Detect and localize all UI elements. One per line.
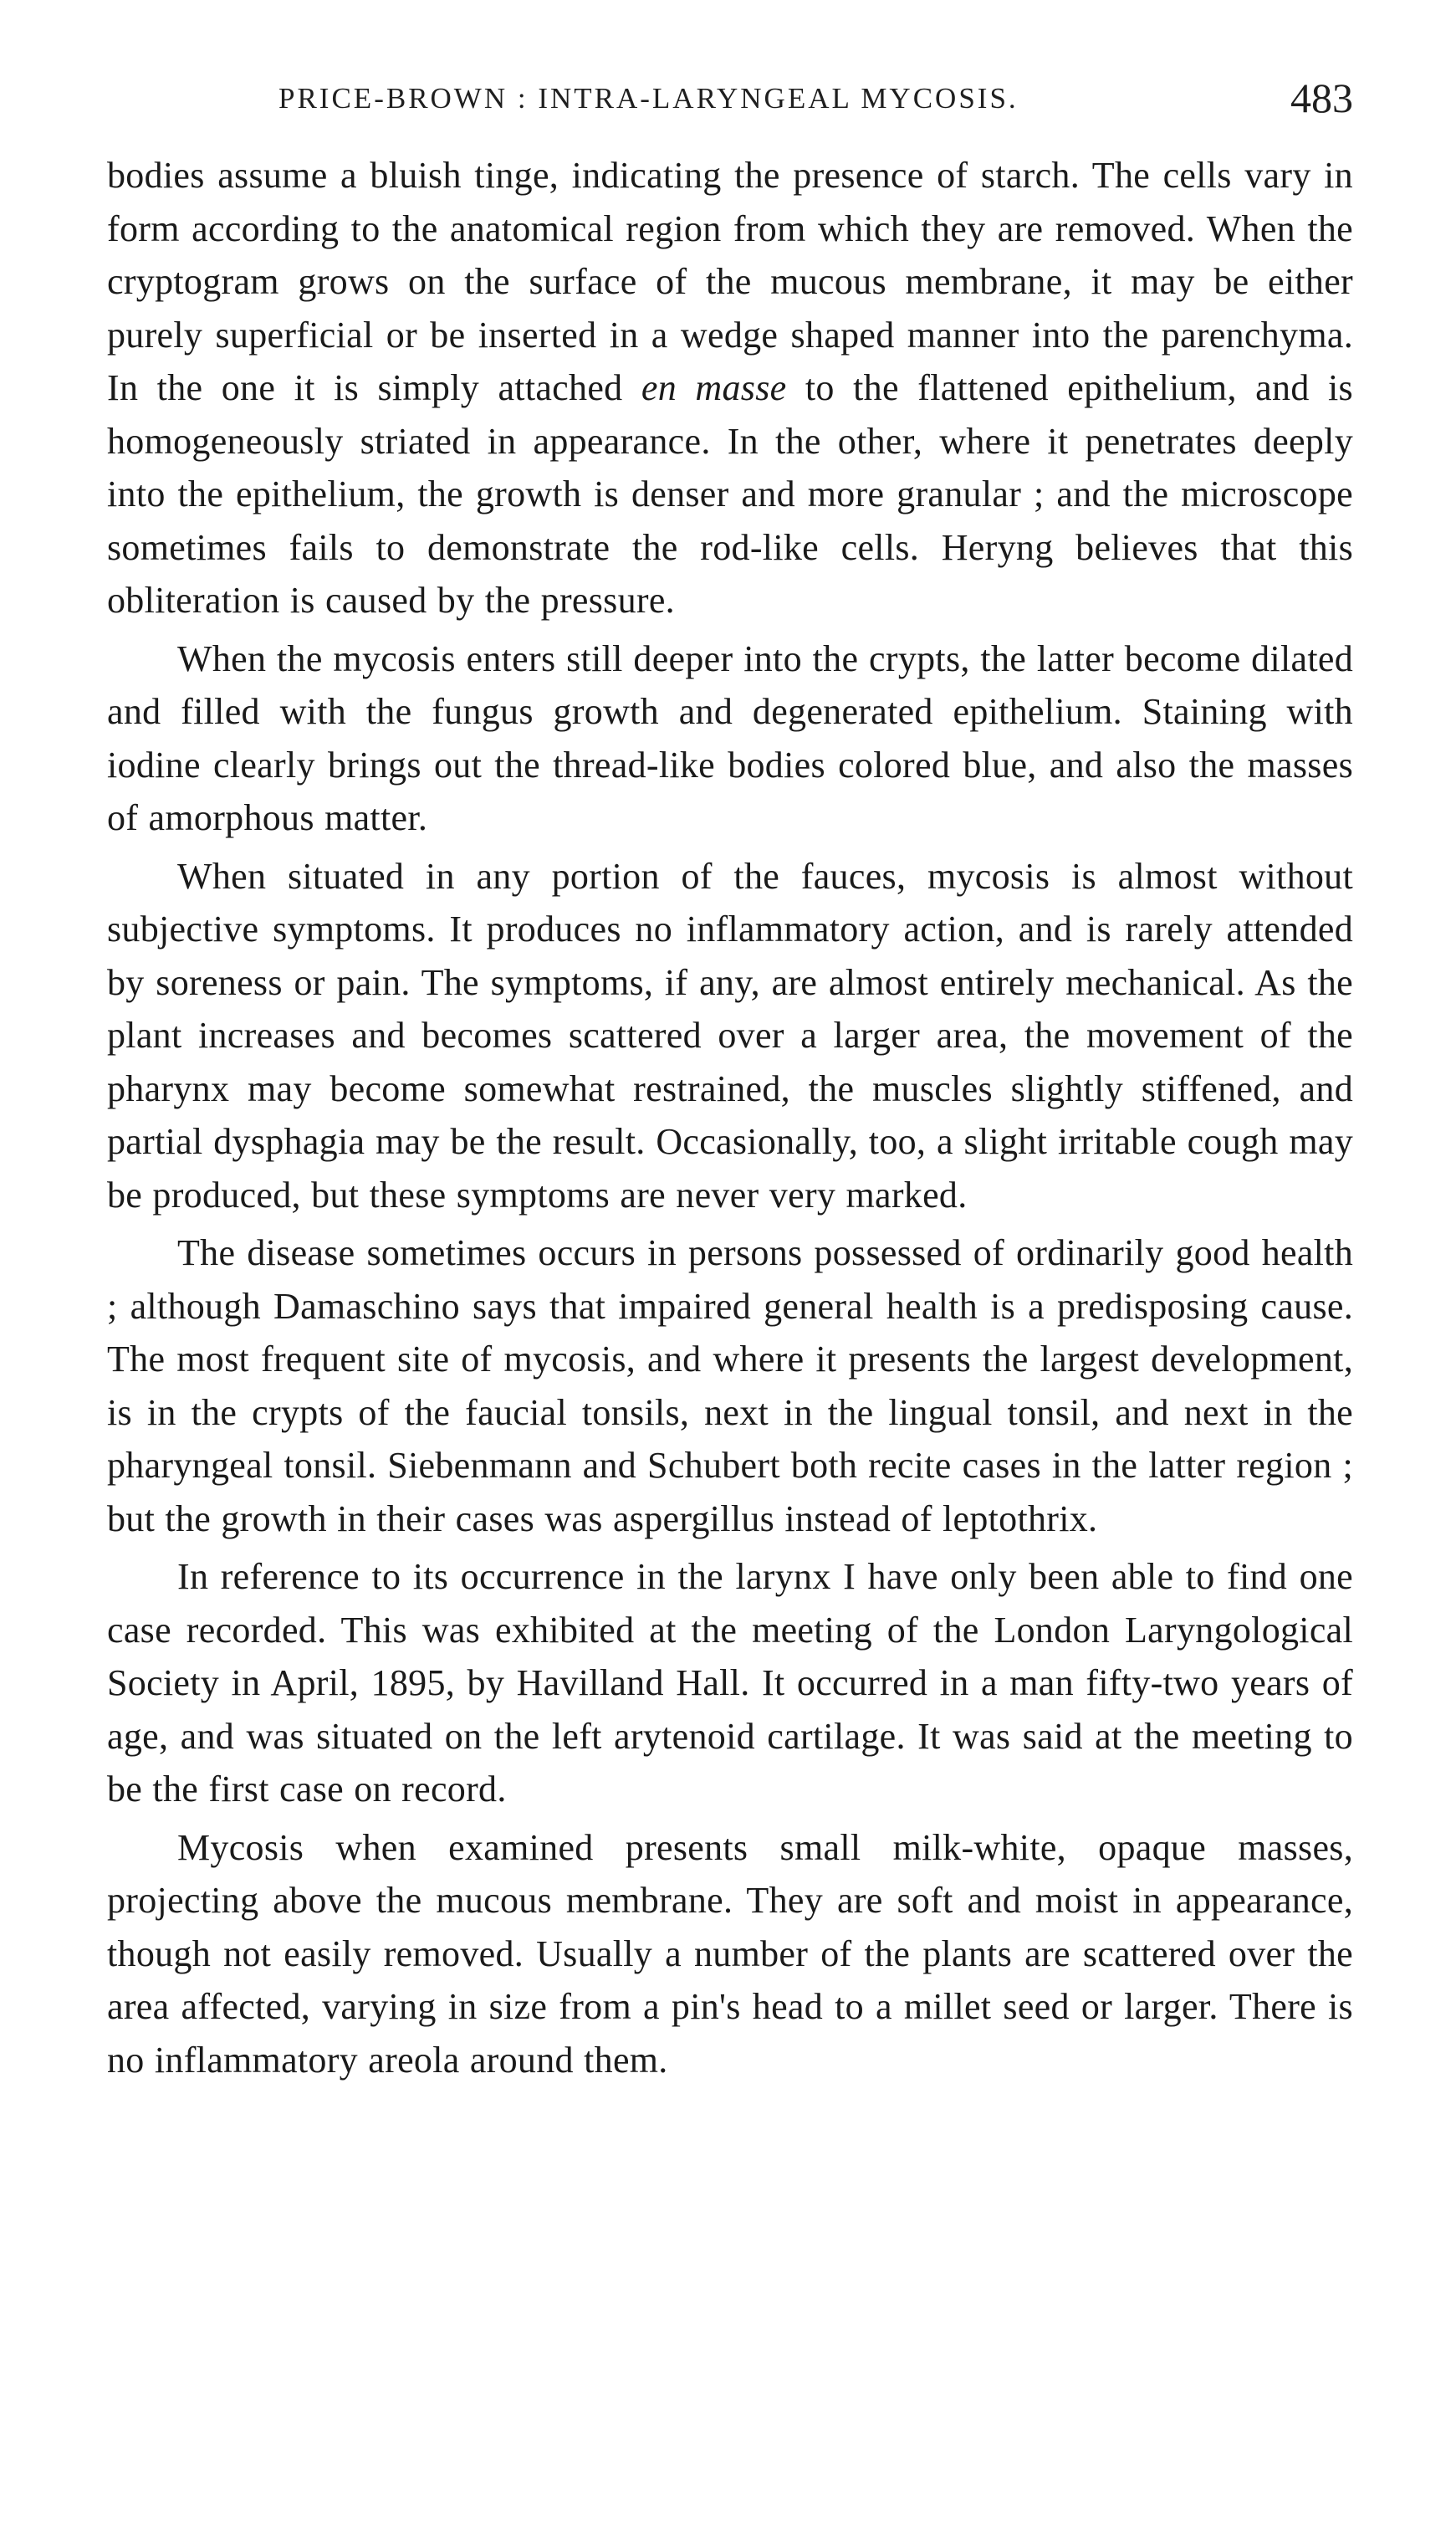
paragraph-5: In reference to its occurrence in the larynx I have only been able to find one case recorded. This was exhibited at the meeting of the London Laryngological Society in April, 1895, by Havilland Hall. It occurred in a man fifty-two years of age, and was situated on the left arytenoid cartilage. It was said at the meeting to be the first case on record. [107, 1556, 1353, 1810]
running-title: PRICE-BROWN : INTRA-LARYNGEAL MYCOSIS. [278, 82, 1019, 115]
paragraph-6: Mycosis when examined presents small milk-white, opaque masses, projecting above the mucous membrane. They are soft and moist in appearance, though not easily removed. Usually a number of the plants are scattered over the area affected, varying in size from a pin's head to a millet seed or larger. There is no inflammatory areola around them. [107, 1826, 1353, 2081]
paragraph-2: When the mycosis enters still deeper into the crypts, the latter become dilated and filled with the fungus growth and degenerated epithelium. Staining with iodine clearly brings out the thread-like bodies colored blue, and also the masses of amorphous matter. [107, 637, 1353, 838]
page-number: 483 [1290, 74, 1353, 121]
paragraph-1 [107, 149, 1353, 627]
running-head [107, 74, 1353, 127]
body-text [107, 149, 1353, 2086]
italic-en-masse: en masse [641, 367, 787, 408]
paragraph-3: When situated in any portion of the fauces, mycosis is almost without subjective symptoms. It produces no inflammatory action, and is rarely attended by soreness or pain. The symptoms, if any, are almost entirely mechanical. As the plant increases and becomes scattered over a larger area, the movement of the pharynx may become somewhat restrained, the muscles slightly stiffened, and partial dysphagia may be the result. Occasionally, too, a slight irritable cough may be produced, but these symptoms are never very marked. [107, 855, 1353, 1216]
paragraph-1-part-2: to the flattened epithelium, and is homogeneously striated in appearance. In the other, where it penetrates deeply into the epithelium, the growth is denser and more granular ; and the microscope sometimes fails to demonstrate the rod-like cells. Heryng believes that this obliteration is caused by the pressure. [107, 367, 1353, 621]
book-page [107, 74, 1353, 2086]
paragraph-4: The disease sometimes occurs in persons possessed of ordinarily good health ; although Damaschino says that impaired general health is a predisposing cause. The most frequent site of mycosis, and where it presents the largest development, is in the crypts of the faucial tonsils, next in the lingual tonsil, and next in the pharyngeal tonsil. Siebenmann and Schubert both recite cases in the latter region ; but the growth in their cases was aspergillus instead of leptothrix. [107, 1232, 1353, 1539]
paragraph-1-part-1: bodies assume a bluish tinge, indicating the presence of starch. The cells vary in form according to the anatomical region from which they are removed. When the cryptogram grows on the surface of the mucous membrane, it may be either purely superficial or be inserted in a wedge shaped manner into the parenchyma. In the one it is simply attached [107, 155, 1353, 408]
